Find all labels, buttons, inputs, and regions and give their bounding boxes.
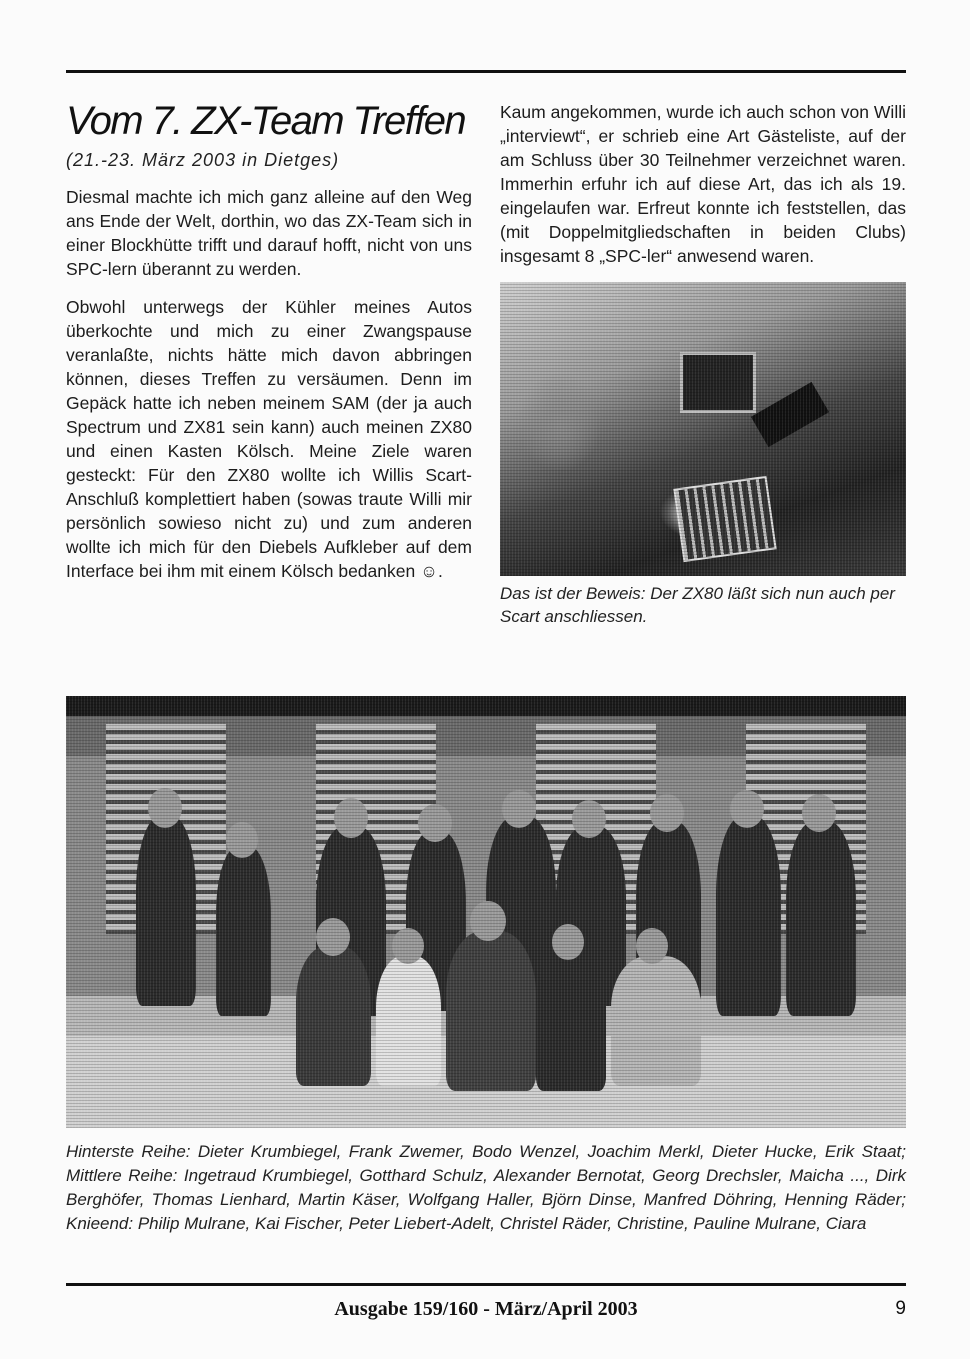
- person-head: [572, 800, 606, 838]
- person-head: [552, 924, 584, 960]
- group-photo-caption: Hinterste Reihe: Dieter Krumbiegel, Frank Zwemer, Bodo Wenzel, Joachim Merkl, Dieter Hucke, Erik Staat; Mittlere Reihe: Ingetraud Krumbiegel, Gotthard Schulz, Alexander Bernotat, Georg Drechsler, Maicha ..., Dirk Berghöfer, Thomas Lienhard, Martin Käser, Wolfgang Haller, Björn Dinse, Manfred Döhring, Henning Räder; Knieend: Philip Mulrane, Kai Fischer, Peter Liebert-Adelt, Christel Räder, Christine, Pauline Mulrane, Ciara: [66, 1142, 906, 1233]
- person-head: [502, 790, 536, 828]
- issue-label: Ausgabe 159/160 - März/April 2003: [334, 1298, 638, 1320]
- person-silhouette: [556, 826, 626, 1006]
- person-silhouette: [786, 821, 856, 1016]
- person-head: [730, 790, 764, 828]
- top-rule: [66, 70, 906, 73]
- person-head: [418, 804, 452, 842]
- person-head: [470, 901, 506, 941]
- window-shutter: [536, 724, 656, 934]
- person-silhouette: [446, 931, 536, 1091]
- article-title: Vom 7. ZX-Team Treffen: [66, 99, 466, 143]
- circuit-board-shape: [673, 476, 776, 562]
- person-head: [316, 918, 350, 956]
- photo1-caption: Das ist der Beweis: Der ZX80 läßt sich nun auch per Scart anschliessen.: [500, 584, 895, 626]
- window-shutter: [106, 724, 226, 934]
- page-number: 9: [895, 1298, 906, 1319]
- person-silhouette: [216, 846, 271, 1016]
- person-silhouette: [716, 816, 781, 1016]
- person-head: [636, 928, 668, 964]
- person-silhouette: [636, 821, 701, 1011]
- person-silhouette: [136, 816, 196, 1006]
- zx80-scart-photo: [500, 282, 906, 576]
- person-silhouette: [296, 946, 371, 1086]
- paragraph-journey: Obwohl unterwegs der Kühler meines Autos überkochte und mich zu einer Zwangspause veranlaßte, nichts hätte mich davon abbringen können, dieses Treffen zu versäumen. Denn im Gepäck hatte ich neben meinem SAM (der ja auch Spectrum und ZX81 sein kann) auch meinen ZX80 und einen Kasten Kölsch. Meine Ziele waren gesteckt: Für den ZX80 wollte ich Willis Scart-Anschluß komplettiert haben (sowas traute Willi mir persönlich sowieso nicht zu) und zum anderen wollte ich mich für den Diebels Aufkleber auf dem Interface bei ihm mit einem Kölsch bedanken ☺.: [66, 297, 472, 581]
- person-head: [650, 794, 684, 832]
- group-photo: [66, 696, 906, 1128]
- person-head: [802, 794, 836, 832]
- page-footer: [66, 1296, 906, 1326]
- person-silhouette: [406, 831, 466, 1011]
- person-head: [392, 928, 424, 964]
- right-column: [500, 100, 906, 628]
- person-head: [148, 788, 182, 828]
- person-silhouette: [536, 951, 606, 1091]
- left-column: [66, 98, 472, 597]
- paragraph-arrival: Kaum angekommen, wurde ich auch schon von Willi „interviewt“, er schrieb eine Art Gästeliste, auf der am Schluss über 30 Teilnehmer verzeichnet waren. Immerhin erfuhr ich auf diese Art, das ich als 19. eingelaufen war. Erfreut konnte ich feststellen, das (mit Doppelmitgliedschaften in beiden Clubs) insgesamt 8 „SPC-ler“ anwesend waren.: [500, 102, 906, 266]
- window-shutter: [746, 724, 866, 934]
- person-head: [226, 822, 258, 858]
- person-silhouette: [611, 956, 701, 1086]
- keyboard-shape: [751, 382, 829, 447]
- person-silhouette: [316, 826, 386, 1016]
- person-head: [334, 798, 368, 838]
- person-silhouette: [486, 816, 556, 1006]
- article-subtitle: (21.-23. März 2003 in Dietges): [66, 150, 340, 170]
- monitor-shape: [680, 352, 756, 413]
- window-shutter: [316, 724, 436, 934]
- bottom-rule: [66, 1283, 906, 1286]
- person-silhouette: [376, 956, 441, 1086]
- paragraph-intro: Diesmal machte ich mich ganz alleine auf den Weg ans Ende der Welt, dorthin, wo das ZX-Team sich in einer Blockhütte trifft und darauf hofft, nicht von uns SPC-lern überannt zu werden.: [66, 187, 472, 279]
